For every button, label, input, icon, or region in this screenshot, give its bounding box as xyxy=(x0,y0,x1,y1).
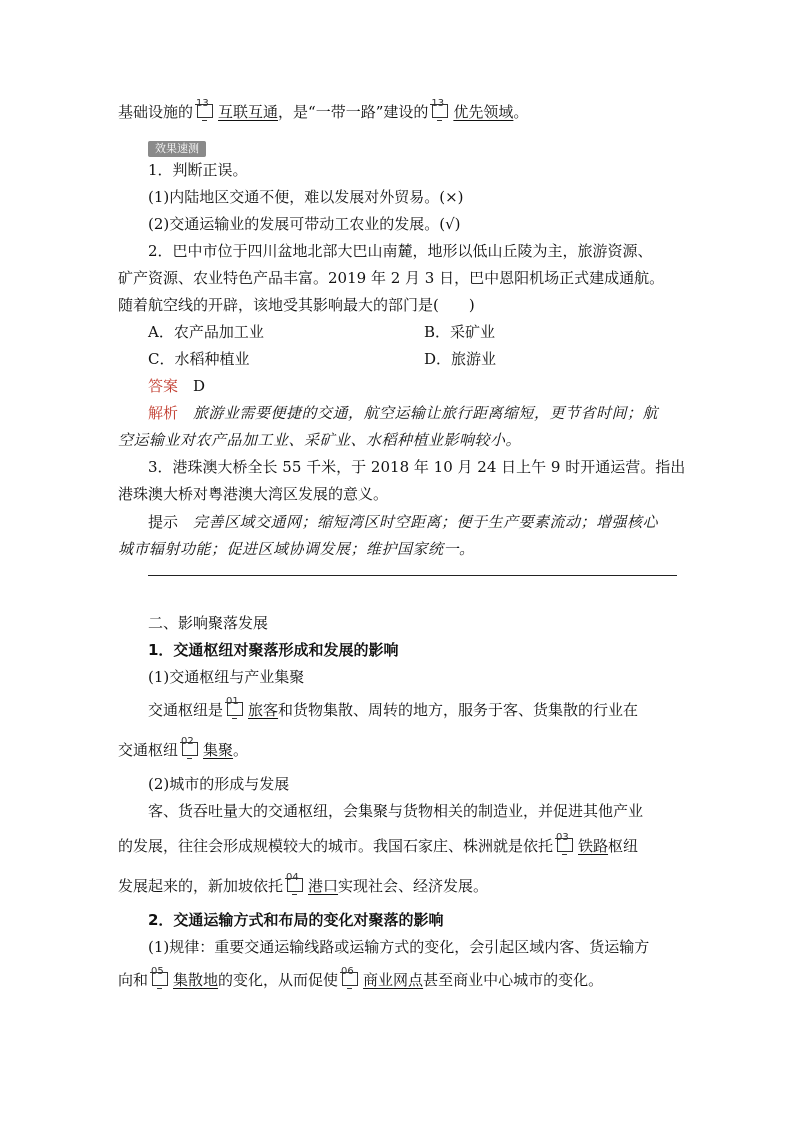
blank-answer: 互联互通 xyxy=(218,103,279,121)
text: 。 xyxy=(233,741,249,759)
effect-badge-line xyxy=(148,137,206,157)
blank-number: 13 xyxy=(431,98,445,109)
q2-explanation-2 xyxy=(118,430,521,450)
section-2-sub-1b: (2)城市的形成与发展 xyxy=(148,775,290,793)
answer-label: 答案 xyxy=(148,377,179,395)
blank-answer: 港口 xyxy=(308,877,339,895)
paragraph-line-7 xyxy=(118,966,604,990)
section-2-subtitle-1: 1．交通枢纽对聚落形成和发展的影响 xyxy=(148,641,399,659)
explanation-text-1: 旅游业需要便捷的交通，航空运输让旅行距离缩短，更节省时间；航 xyxy=(193,404,659,422)
q2-explanation-1 xyxy=(148,403,658,423)
hint-label: 提示 xyxy=(148,513,179,531)
fill-blank-icon xyxy=(180,736,200,757)
text: 向和 xyxy=(118,971,149,989)
q3-hint-2 xyxy=(118,539,475,559)
paragraph-line-2 xyxy=(118,736,249,760)
q1-item-1: (1)内陆地区交通不便，难以发展对外贸易。(×) xyxy=(148,188,464,206)
fill-blank-icon xyxy=(150,966,170,987)
q2-answer xyxy=(148,376,205,396)
q1-title: 1．判断正误。 xyxy=(148,161,248,179)
section-2-subtitle-2: 2．交通运输方式和布局的变化对聚落的影响 xyxy=(148,911,444,929)
q2-line-1: 2．巴中市位于四川盆地北部大巴山南麓，地形以低山丘陵为主，旅游资源、 xyxy=(148,242,653,260)
text: 实现社会、经济发展。 xyxy=(338,877,489,895)
option-c: C．水稻种植业 xyxy=(148,350,250,368)
fill-blank-icon xyxy=(430,98,450,119)
hint-text-2: 城市辐射功能；促进区域协调发展；维护国家统一。 xyxy=(118,540,475,558)
blank-answer: 集聚 xyxy=(203,741,234,759)
q1-item-2: (2)交通运输业的发展可带动工农业的发展。(√) xyxy=(148,215,461,233)
text: 交通枢纽是 xyxy=(148,701,224,719)
paragraph-line-6: (1)规律：重要交通运输线路或运输方式的变化，会引起区域内客、货运输方 xyxy=(148,938,650,956)
explanation-text-2: 空运输业对农产品加工业、采矿业、水稻种植业影响较小。 xyxy=(118,431,522,449)
text: 的发展，往往会形成规模较大的城市。我国石家庄、株洲就是依托 xyxy=(118,837,554,855)
hint-text-1: 完善区域交通网；缩短湾区时空距离；便于生产要素流动；增强核心 xyxy=(193,513,659,531)
intro-text-2: ，是“一带一路”建设的 xyxy=(278,103,429,121)
q2-options-cd xyxy=(148,349,496,369)
effect-badge: 效果速测 xyxy=(148,141,206,157)
intro-text-3: 。 xyxy=(513,103,529,121)
text: 甚至商业中心城市的变化。 xyxy=(423,971,604,989)
text: 的变化，从而促使 xyxy=(218,971,339,989)
text: 和货物集散、周转的地方，服务于客、货集散的行业在 xyxy=(278,701,639,719)
section-divider xyxy=(148,575,677,576)
fill-blank-icon xyxy=(225,696,245,717)
intro-line xyxy=(118,98,529,122)
blank-answer: 旅客 xyxy=(248,701,279,719)
blank-number: 01 xyxy=(226,696,239,707)
paragraph-line-3: 客、货吞吐量大的交通枢纽，会集聚与货物相关的制造业，并促进其他产业 xyxy=(148,802,644,820)
intro-text-1: 基础设施的 xyxy=(118,103,194,121)
text: 枢纽 xyxy=(608,837,639,855)
text: 交通枢纽 xyxy=(118,741,179,759)
q3-line-2: 港珠澳大桥对粤港澳大湾区发展的意义。 xyxy=(118,485,389,503)
q2-line-3: 随着航空线的开辟，该地受其影响最大的部门是( ) xyxy=(118,296,475,314)
paragraph-line-5 xyxy=(118,872,489,896)
explanation-label: 解析 xyxy=(148,404,179,422)
section-2-sub-1a: (1)交通枢纽与产业集聚 xyxy=(148,668,305,686)
answer-value: D xyxy=(193,377,206,395)
blank-answer: 优先领域 xyxy=(453,103,514,121)
q2-options-ab xyxy=(148,322,495,342)
fill-blank-icon xyxy=(340,966,360,987)
option-a: A．农产品加工业 xyxy=(148,323,264,341)
blank-number: 02 xyxy=(181,736,194,747)
fill-blank-icon xyxy=(195,98,215,119)
paragraph-line-4 xyxy=(118,832,639,856)
fill-blank-icon xyxy=(285,872,305,893)
option-d: D．旅游业 xyxy=(424,350,497,368)
blank-number: 06 xyxy=(341,966,354,977)
blank-number: 04 xyxy=(286,872,299,883)
blank-answer: 铁路 xyxy=(578,837,609,855)
section-2-title: 二、影响聚落发展 xyxy=(148,614,269,632)
q3-hint-1 xyxy=(148,512,658,532)
text: 发展起来的，新加坡依托 xyxy=(118,877,284,895)
fill-blank-icon xyxy=(555,832,575,853)
blank-number: 13 xyxy=(196,98,209,109)
blank-answer: 商业网点 xyxy=(363,971,424,989)
blank-answer: 集散地 xyxy=(173,971,219,989)
paragraph-line-1 xyxy=(148,696,639,720)
blank-number: 05 xyxy=(151,966,164,977)
option-b: B．采矿业 xyxy=(424,323,496,341)
q3-line-1: 3．港珠澳大桥全长 55 千米，于 2018 年 10 月 24 日上午 9 时开通运营。指出 xyxy=(148,458,686,476)
blank-number: 03 xyxy=(556,832,569,843)
q2-line-2: 矿产资源、农业特色产品丰富。2019 年 2 月 3 日，巴中恩阳机场正式建成通航。 xyxy=(118,269,665,287)
